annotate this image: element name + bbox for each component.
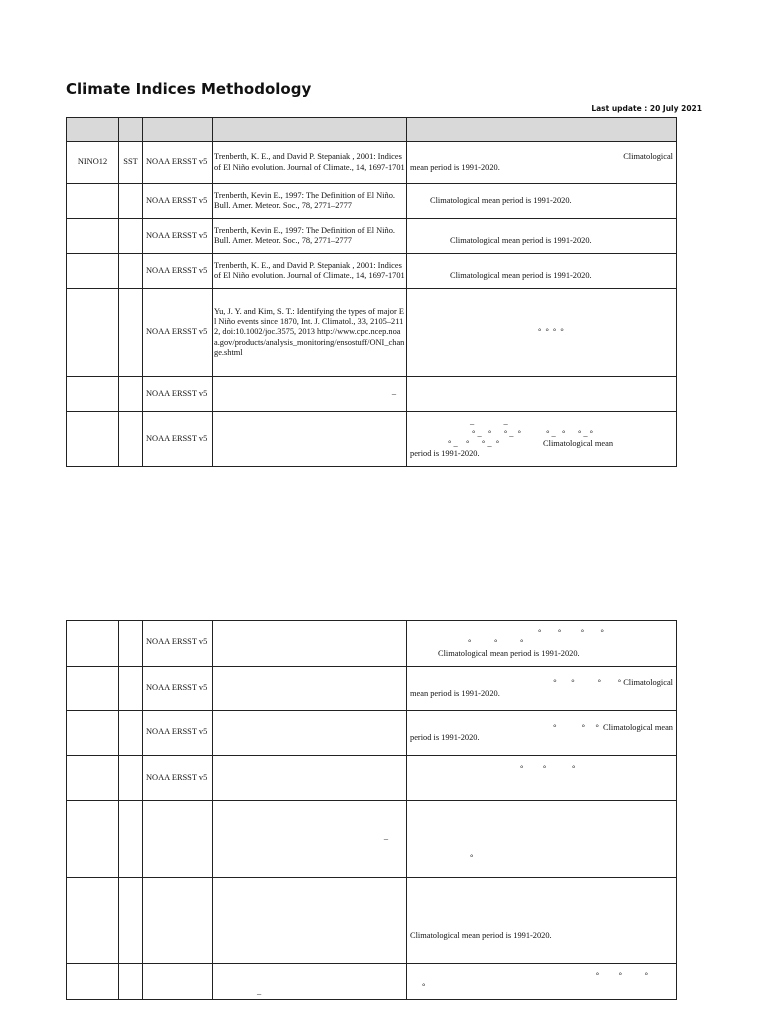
method-cell [407,711,677,756]
reference-cell: Yu, J. Y. and Kim, S. T.: Identifying the types of major El Niño events since 1870, Int. J. Climatol., 33, 2105–2112, doi:10.1002/joc.3575, 2013 http://www.cpc.ncep.noaa.gov/products/analysis_monitoring/ensostuff/ONI_change.shtml [213,289,407,377]
reference-cell [213,756,407,801]
variable-cell [119,289,143,377]
method-cell [407,377,677,412]
method-line: ° ° ° [520,764,577,773]
table-row [67,184,677,219]
dataset-cell: NOAA ERSST v5 [143,254,213,289]
table-row [67,801,677,878]
variable-cell [119,667,143,711]
reference-cell [213,412,407,467]
table-row [67,711,677,756]
index-cell [67,219,119,254]
page-title: Climate Indices Methodology [66,80,312,98]
index-cell [67,412,119,467]
dataset-cell: NOAA ERSST v5 [143,184,213,219]
method-line: Climatological mean period is 1991-2020. [438,648,580,658]
reference-cell: – [213,964,407,1000]
header-cell [119,118,143,142]
method-cell [407,289,677,377]
method-cell [407,964,677,1000]
variable-cell [119,219,143,254]
variable-cell [119,412,143,467]
dataset-cell [143,878,213,964]
table-row [67,964,677,1000]
reference-cell: – [213,801,407,878]
table-row [67,219,677,254]
method-line: ° ° ° ° [538,327,565,337]
method-line: ° ° ° ° [538,628,605,638]
method-cell [407,878,677,964]
method-line: Climatological mean period is 1991-2020. [450,235,592,245]
dataset-cell [143,801,213,878]
index-cell [67,756,119,801]
method-line: period is 1991-2020. [410,733,480,742]
method-line: period is 1991-2020. [410,449,480,459]
reference-cell: Trenberth, K. E., and David P. Stepaniak , 2001: Indices of El Niño evolution. Journal of Climate., 14, 1697-1701 [213,254,407,289]
method-cell [407,142,677,184]
reference-cell [213,878,407,964]
dataset-cell: NOAA ERSST v5 [143,412,213,467]
indices-table-1 [66,117,677,467]
method-line: Climatological mean period is 1991-2020. [410,930,552,940]
index-cell [67,878,119,964]
variable-cell [119,184,143,219]
method-line: Climatological mean period is 1991-2020. [450,270,592,280]
variable-cell [119,377,143,412]
variable-cell [119,621,143,667]
index-cell [67,801,119,878]
dataset-cell: NOAA ERSST v5 [143,219,213,254]
reference-cell [213,621,407,667]
index-cell [67,184,119,219]
method-line: ° ° ° [595,971,649,981]
reference-cell: – [213,377,407,412]
table-row [67,667,677,711]
method-line: ° _ ° ° _ ° Climatological mean [448,439,614,448]
variable-cell [119,878,143,964]
table-row [67,254,677,289]
method-cell [407,219,677,254]
method-line: mean period is 1991-2020. [410,162,500,172]
method-cell [407,184,677,219]
method-line: ° ° ° ° Climatological [553,678,673,688]
index-cell [67,289,119,377]
table-row [67,756,677,801]
index-cell: NINO12 [67,142,119,184]
reference-cell [213,667,407,711]
method-cell [407,621,677,667]
table-header-row [67,118,677,142]
reference-cell: Trenberth, Kevin E., 1997: The Definition of El Niño. Bull. Amer. Meteor. Soc., 78, 2771–2777 [213,184,407,219]
index-cell [67,254,119,289]
dataset-cell: NOAA ERSST v5 [143,711,213,756]
dataset-cell: NOAA ERSST v5 [143,667,213,711]
index-cell [67,667,119,711]
table-row [67,878,677,964]
last-update: Last update : 20 July 2021 [591,104,702,113]
method-line: Climatological [623,152,673,162]
method-cell [407,254,677,289]
header-cell [67,118,119,142]
variable-cell: SST [119,142,143,184]
method-cell [407,412,677,467]
index-cell [67,964,119,1000]
table-row [67,377,677,412]
reference-cell: Trenberth, K. E., and David P. Stepaniak , 2001: Indices of El Niño evolution. Journal of Climate., 14, 1697-1701 [213,142,407,184]
dataset-cell: NOAA ERSST v5 [143,756,213,801]
dataset-cell: NOAA ERSST v5 [143,621,213,667]
reference-cell [213,711,407,756]
table-row [67,142,677,184]
index-cell [67,621,119,667]
method-line: ° _ ° ° _ ° ° _ ° ° _ ° [472,428,594,438]
index-cell [67,377,119,412]
table-row [67,412,677,467]
dataset-cell: NOAA ERSST v5 [143,142,213,184]
method-cell [407,801,677,878]
method-cell [407,667,677,711]
header-cell [213,118,407,142]
method-line: – – [470,418,508,428]
variable-cell [119,254,143,289]
variable-cell [119,756,143,801]
method-cell [407,756,677,801]
method-line: ° ° ° Climatological mean [553,722,673,732]
indices-table-2 [66,620,677,1000]
table-row [67,289,677,377]
variable-cell [119,801,143,878]
variable-cell [119,964,143,1000]
header-cell [143,118,213,142]
table-row [67,621,677,667]
method-line: Climatological mean period is 1991-2020. [430,195,572,205]
header-cell [407,118,677,142]
dataset-cell: NOAA ERSST v5 [143,377,213,412]
dataset-cell: NOAA ERSST v5 [143,289,213,377]
method-line: ° [470,852,474,862]
method-line: ° [422,981,426,991]
method-line: mean period is 1991-2020. [410,688,500,698]
method-line: ° ° ° [468,638,525,648]
variable-cell [119,711,143,756]
dataset-cell [143,964,213,1000]
reference-cell: Trenberth, Kevin E., 1997: The Definition of El Niño. Bull. Amer. Meteor. Soc., 78, 2771–2777 [213,219,407,254]
index-cell [67,711,119,756]
